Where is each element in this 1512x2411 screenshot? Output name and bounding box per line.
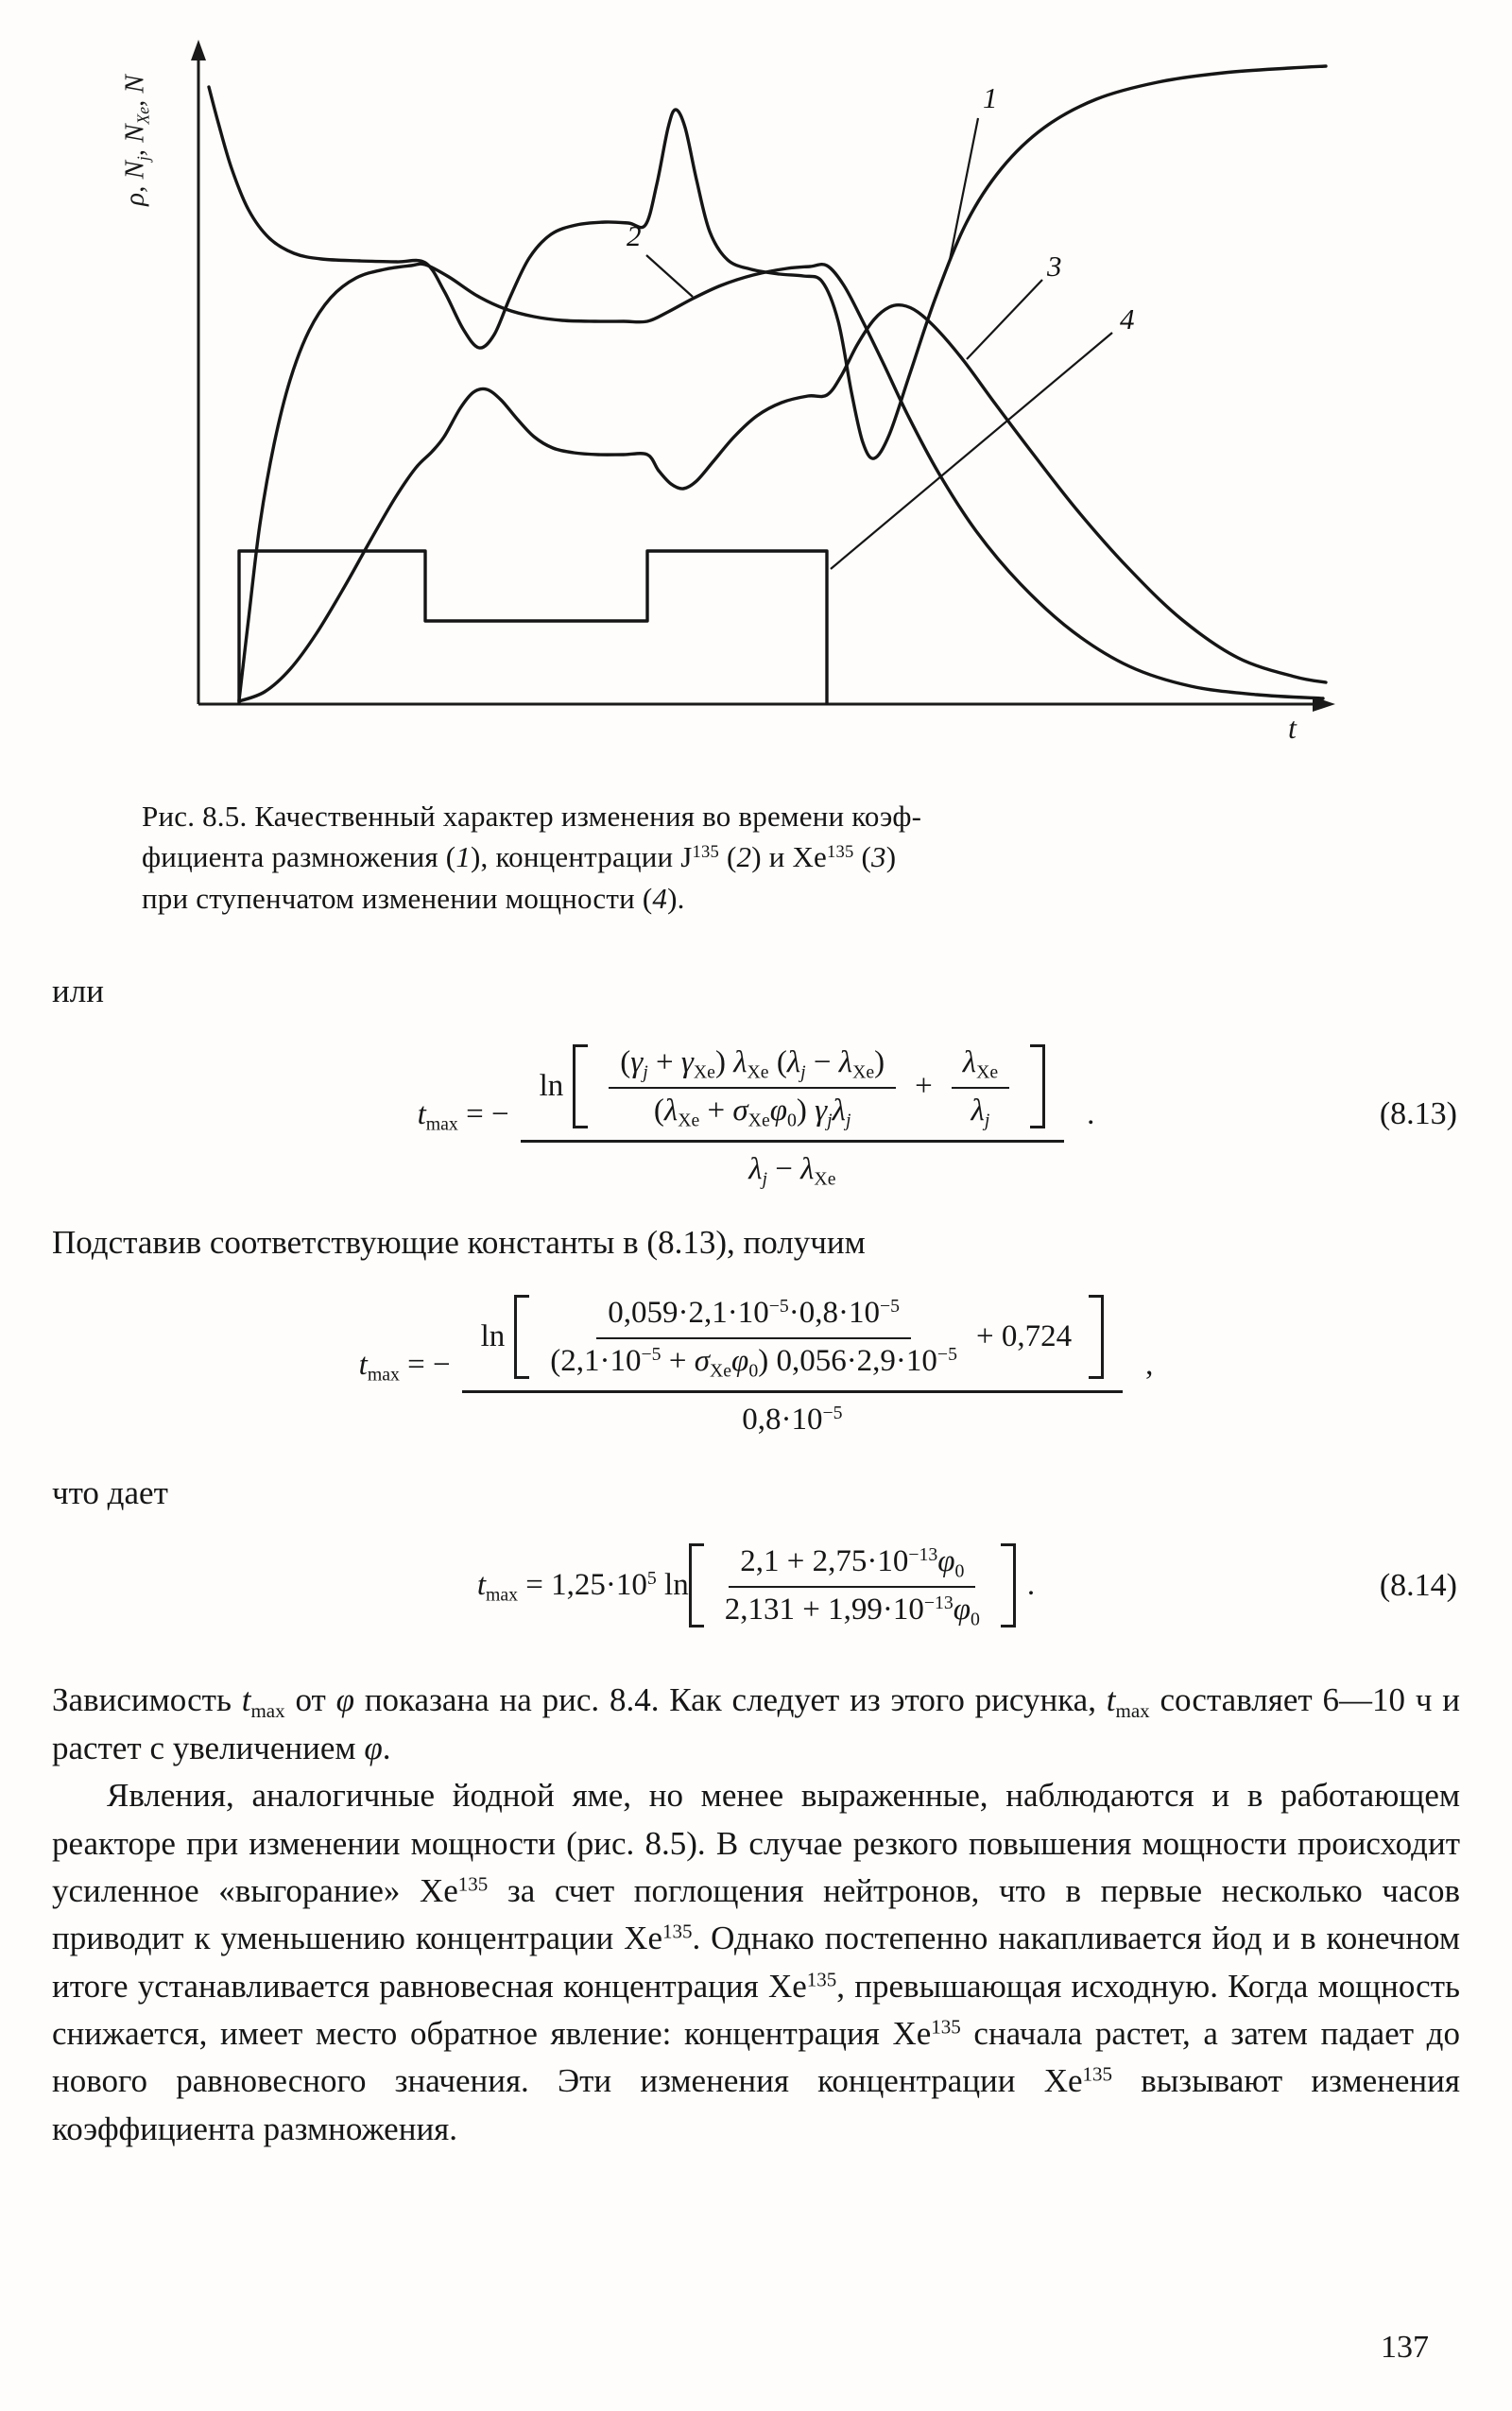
eq813-outer-denominator: $\lambda_j - \lambda_{Xe}$ — [748, 1151, 836, 1190]
eq813-outer-fraction — [521, 1042, 1065, 1190]
curve-xenon — [239, 305, 1326, 701]
leader-line-3 — [967, 280, 1042, 359]
caption-line-2: фициента размножения (1), концентрации $J^{135}$ (2) и Xe$^{135}$ (3) — [142, 840, 897, 874]
curve-label-1: 1 — [983, 81, 998, 114]
equation-number-813: (8.13) — [1379, 1096, 1457, 1132]
eq813-fraction-2 — [952, 1044, 1009, 1131]
period: . — [1026, 1568, 1036, 1603]
y-axis-label: ρ, $N_j$, $N_{Xe}$, N — [119, 75, 153, 206]
leader-line-2 — [646, 255, 693, 297]
eqmid-fraction — [550, 1295, 957, 1382]
figure-caption — [142, 796, 1276, 919]
eqmid-outer-denominator: $0,8\cdot 10^{-5}$ — [742, 1402, 843, 1437]
ln-operator: ln — [480, 1318, 506, 1353]
paragraph-iodine-pit: Явления, аналогичные йодной яме, но менее выраженные, наблюдаются и в работающем реакторе при изменении мощности (рис. 8.5). В случае резкого повышения мощности происходит усиленное «выгорание» Xe$^{135}$ за счет поглощения нейтронов, что в первые несколько часов приводит к уменьшению концентрации Xe$^{135}$. Однако постепенно накапливается йод и в конечном итоге устанавливается равновесная концентрация Xe$^{135}$, превышающая исходную. Когда мощность снижается, имеет место обратное явление: концентрация Xe$^{135}$ сначала растет, а затем падает до нового равновесного значения. Эти изменения концентрации Xe$^{135}$ вызывают изменения коэффициента размножения. — [52, 1777, 1461, 2147]
eqmid-outer-fraction — [462, 1293, 1123, 1438]
right-bracket — [1089, 1295, 1104, 1379]
eq814-lhs: $t_{max} = 1,25\cdot 10^5$ ln — [476, 1568, 689, 1607]
plus-sign: + — [915, 1068, 933, 1103]
leader-lines-group — [646, 118, 1112, 569]
eq814-frac-denominator: $2,131 + 1,99\cdot 10^{-13}\varphi_0$ — [724, 1593, 980, 1631]
right-bracket — [1001, 1543, 1016, 1627]
curve-power — [239, 551, 827, 703]
eq814-fraction — [724, 1543, 980, 1631]
caption-line-1: Рис. 8.5. Качественный характер изменения во времени коэф- — [142, 800, 922, 833]
eq813-fraction-1 — [609, 1044, 896, 1131]
left-bracket — [689, 1543, 704, 1627]
equation-8-14 — [76, 1543, 1457, 1631]
eqmid-frac-denominator: $(2,1\cdot 10^{-5} + \sigma_{Xe}\varphi_0)$ $0,056\cdot 2,9\cdot 10^{-5}$ — [550, 1343, 957, 1382]
period: . — [1087, 1096, 1095, 1131]
leader-line-1 — [950, 118, 978, 260]
equation-number-814: (8.14) — [1379, 1567, 1457, 1603]
eq813-frac1-numerator: $(\gamma_j + \gamma_{Xe})$ $\lambda_{Xe}$ $(\lambda_j - \lambda_{Xe})$ — [620, 1044, 885, 1083]
curve-k — [209, 66, 1326, 458]
curves-group — [209, 66, 1326, 703]
equation-8-13 — [76, 1042, 1457, 1190]
left-bracket — [514, 1295, 529, 1379]
text-chto-daet: что дает — [52, 1473, 168, 1511]
eq813-frac2-denominator: $\lambda_j$ — [971, 1093, 990, 1131]
x-axis-label: t — [1288, 711, 1297, 745]
ln-operator: ln — [539, 1068, 564, 1103]
eqmid-frac-numerator: $0,059\cdot 2,1\cdot 10^{-5}\cdot 0,8\cdot 10^{-5}$ — [608, 1295, 901, 1330]
eq813-lhs: $t_{max}$ = − — [417, 1096, 509, 1135]
y-axis-arrow-icon — [191, 40, 206, 60]
eq813-frac1-denominator: $(\lambda_{Xe} + \sigma_{Xe}\varphi_0)$ $\gamma_j\lambda_j$ — [653, 1093, 851, 1131]
eq813-frac2-numerator: $\lambda_{Xe}$ — [962, 1044, 999, 1083]
caption-line-3: при ступенчатом изменении мощности (4). — [142, 881, 685, 915]
comma: , — [1145, 1347, 1154, 1382]
curve-label-4: 4 — [1120, 302, 1135, 336]
plus-term: + 0,724 — [975, 1318, 1073, 1353]
left-bracket — [573, 1044, 588, 1128]
curve-iodine — [239, 264, 1323, 700]
equation-numeric — [76, 1293, 1436, 1438]
text-ili: или — [52, 973, 104, 1010]
figure-8-5 — [119, 28, 1389, 764]
curve-label-3: 3 — [1047, 250, 1062, 283]
eqmid-lhs: $t_{max}$ = − — [358, 1347, 451, 1386]
leader-line-4 — [831, 333, 1112, 569]
text-podstaviv: Подставив соответствующие константы в (8.13), получим — [52, 1223, 866, 1261]
figure-chart — [128, 28, 1389, 764]
page-number: 137 — [1381, 2330, 1429, 2365]
eq814-frac-numerator: $2,1 + 2,75\cdot 10^{-13}\varphi_0$ — [740, 1544, 965, 1583]
paragraph-t-max: Зависимость $t_{max}$ от φ показана на рис. 8.4. Как следует из этого рисунка, $t_{max}$ составляет 6—10 ч и растет с увеличением φ. — [52, 1681, 1460, 1766]
curve-label-2: 2 — [627, 219, 642, 252]
right-bracket — [1030, 1044, 1045, 1128]
